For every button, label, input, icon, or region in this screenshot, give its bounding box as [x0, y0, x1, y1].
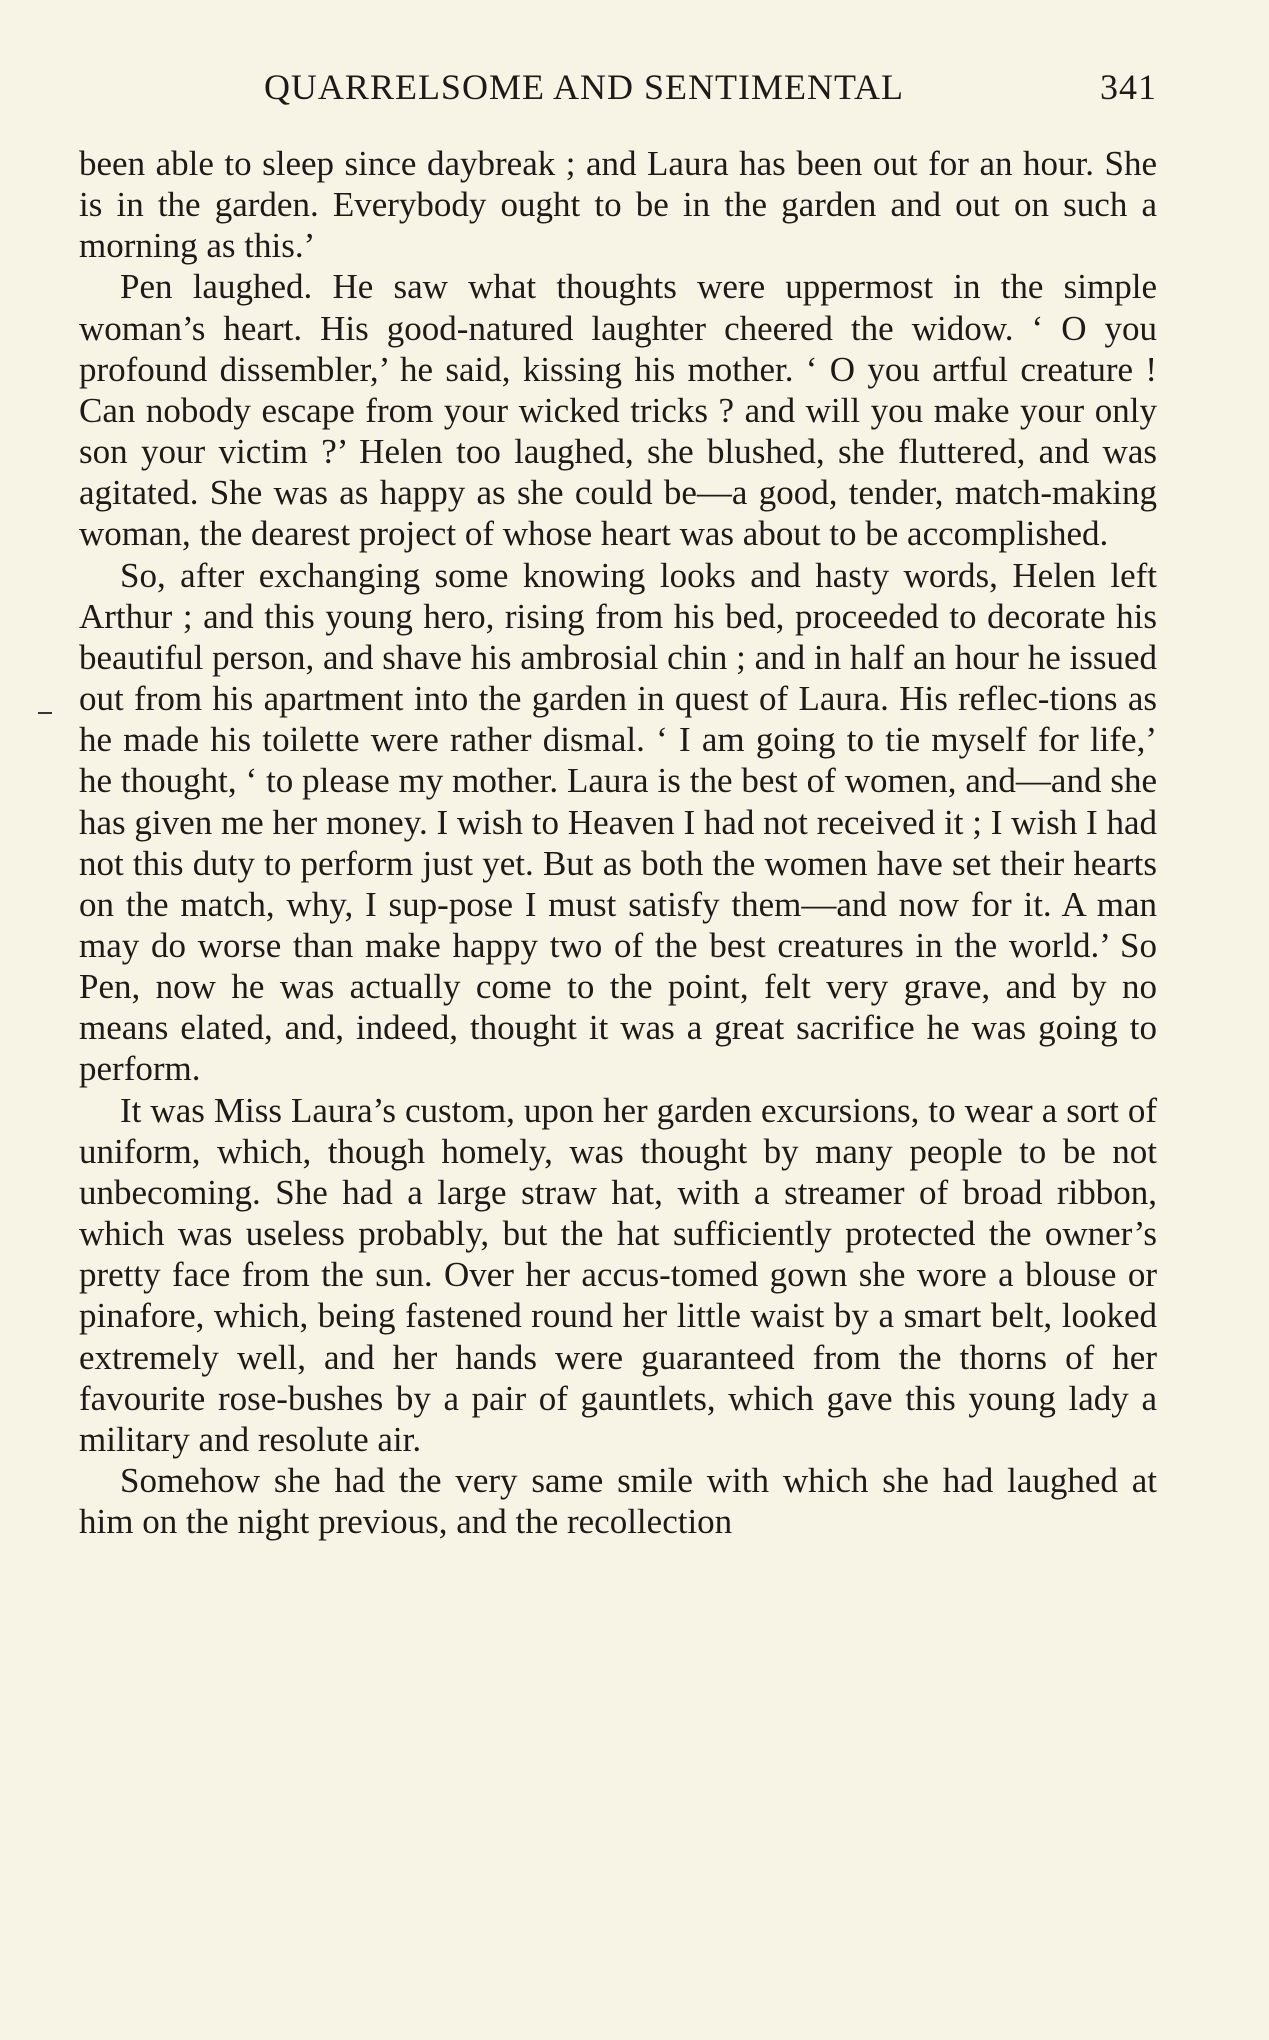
body-text — [79, 143, 1157, 1542]
margin-mark — [38, 712, 52, 714]
running-header — [79, 62, 1157, 112]
running-title: QUARRELSOME AND SENTIMENTAL — [263, 67, 905, 107]
paragraph: Pen laughed. He saw what thoughts were uppermost in the simple woman’s heart. His good-natured laughter cheered the widow. ‘ O you profound dissembler,’ he said, kissing his mother. ‘ O you artful creature ! Can nobody escape from your wicked tricks ? and will you make your only son your victim ?’ Helen too laughed, she blushed, she fluttered, and was agitated. She was as happy as she could be—a good, tender, match-making woman, the dearest project of whose heart was about to be accomplished. — [79, 267, 1157, 554]
paragraph: It was Miss Laura’s custom, upon her garden excursions, to wear a sort of uniform, which, though homely, was thought by many people to be not unbecoming. She had a large straw hat, with a streamer of broad ribbon, which was useless probably, but the hat sufficiently protected the owner’s pretty face from the sun. Over her accus-tomed gown she wore a blouse or pinafore, which, being fastened round her little waist by a smart belt, looked extremely well, and her hands were guaranteed from the thorns of her favourite rose-bushes by a pair of gauntlets, which gave this young lady a military and resolute air. — [79, 1090, 1157, 1459]
paragraph: Somehow she had the very same smile with which she had laughed at him on the night previous, and the recollection — [79, 1461, 1157, 1542]
paragraph: So, after exchanging some knowing looks and hasty words, Helen left Arthur ; and this young hero, rising from his bed, proceeded to decorate his beautiful person, and shave his ambrosial chin ; and in half an hour he issued out from his apartment into the garden in quest of Laura. His reflec-tions as he made his toilette were rather dismal. ‘ I am going to tie myself for life,’ he thought, ‘ to please my mother. Laura is the best of women, and—and she has given me her money. I wish to Heaven I had not received it ; I wish I had not this duty to perform just yet. But as both the women have set their hearts on the match, why, I sup-pose I must satisfy them—and now for it. A man may do worse than make happy two of the best creatures in the world.’ So Pen, now he was actually come to the point, felt very grave, and by no means elated, and, indeed, thought it was a great sacrifice he was going to perform. — [79, 555, 1157, 1089]
page-number: 341 — [1100, 67, 1157, 107]
paragraph-continued: been able to sleep since daybreak ; and Laura has been out for an hour. She is in the garden. Everybody ought to be in the garden and out on such a morning as this.’ — [79, 144, 1157, 266]
